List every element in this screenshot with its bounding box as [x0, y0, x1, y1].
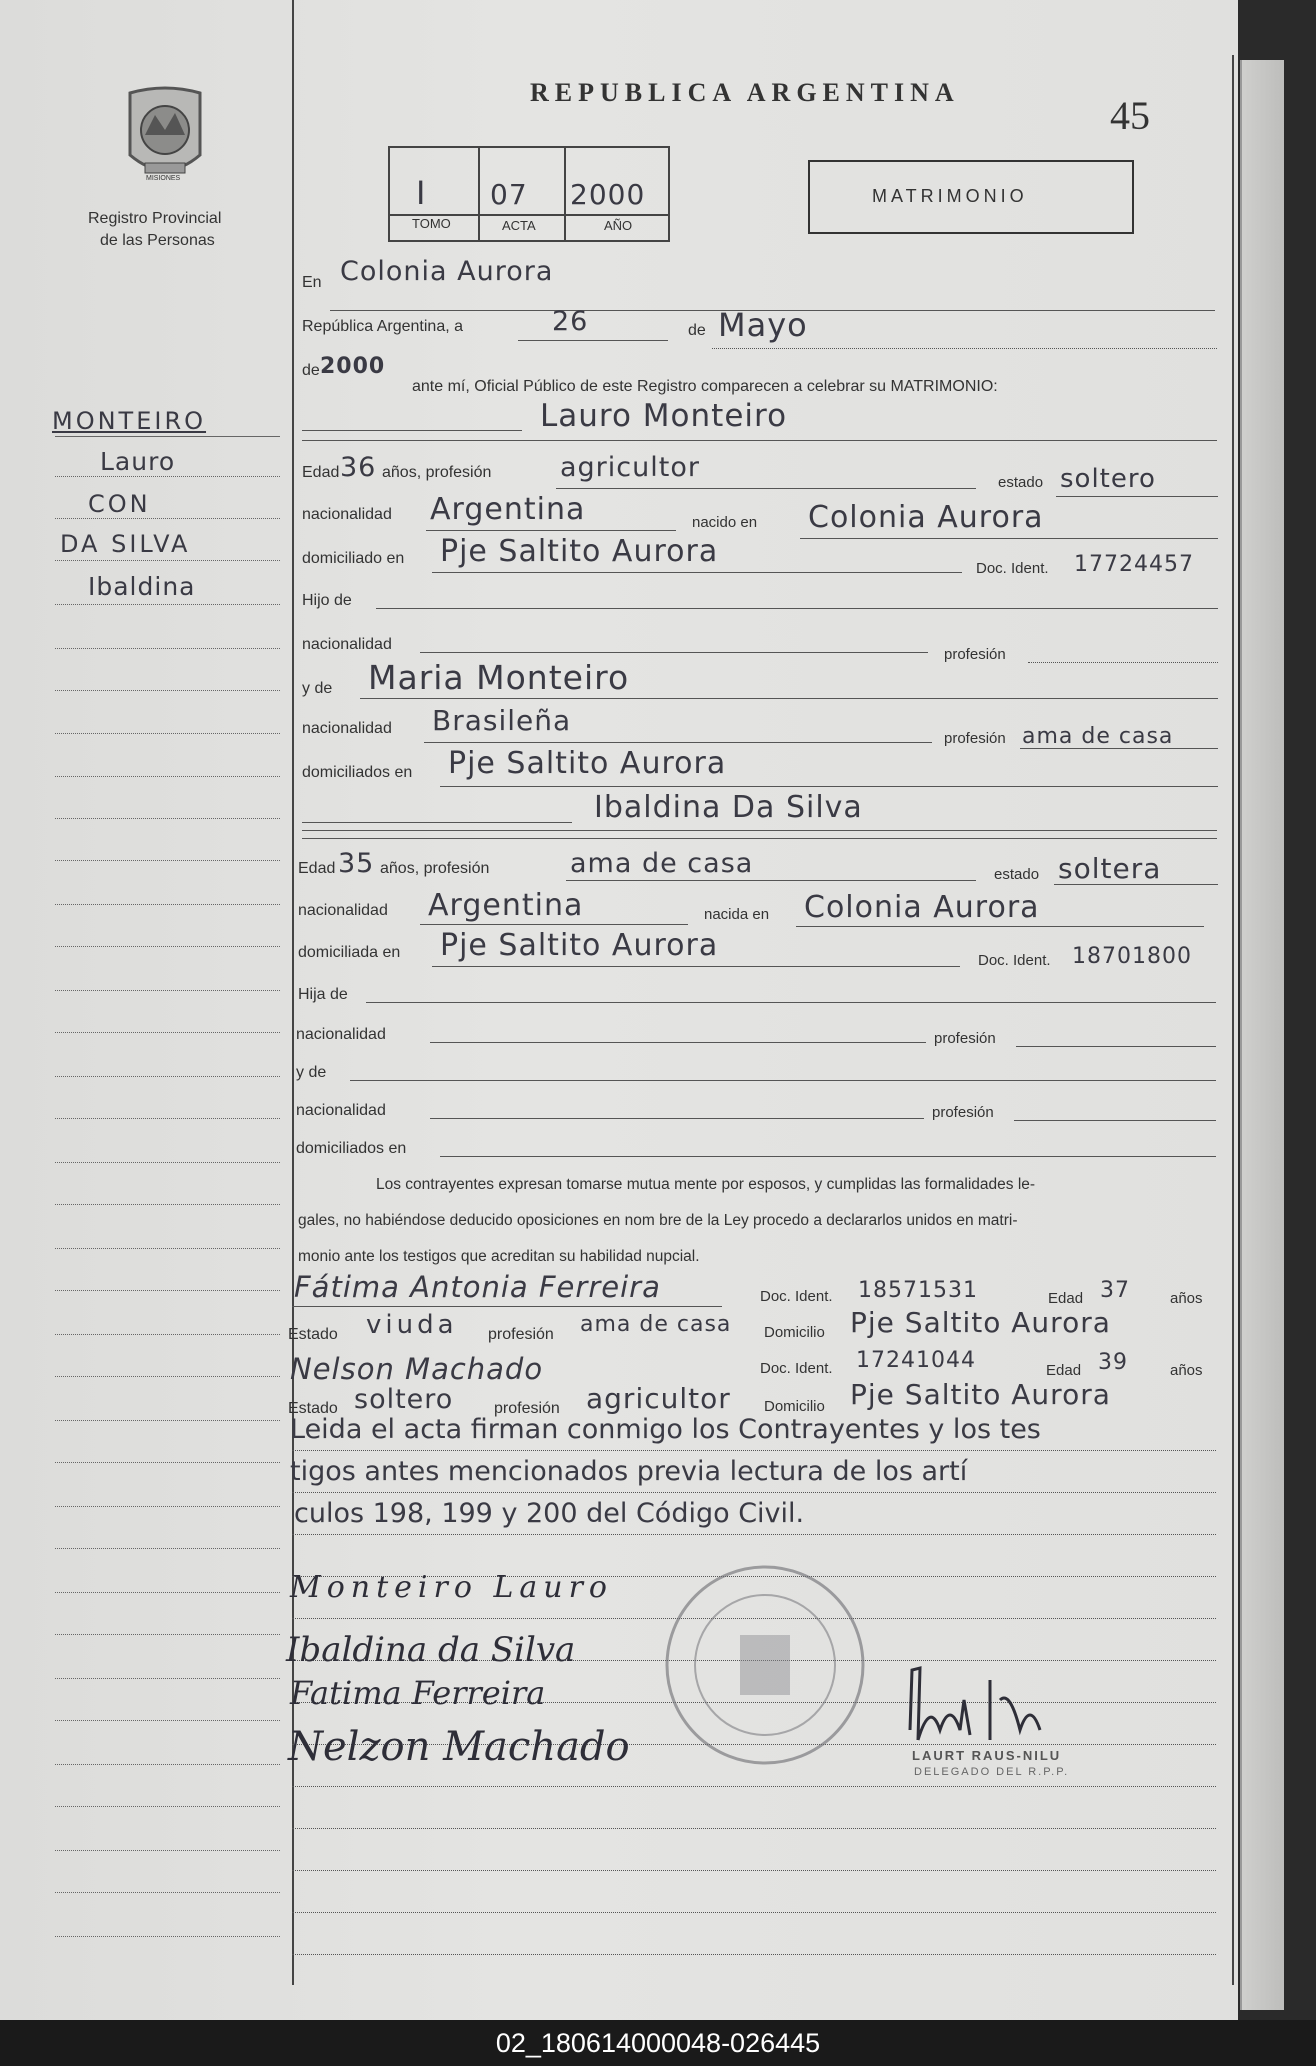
ruled-line — [292, 1534, 1216, 1535]
bride-nacida-label: nacida en — [704, 906, 770, 923]
groom-domiciliados-label: domiciliados en — [302, 764, 413, 781]
witness2-doc: 17241044 — [856, 1348, 976, 1373]
bride-anos-prof-label: años, profesión — [380, 860, 490, 877]
margin-line — [55, 1936, 280, 1937]
bride-nacionalidad3-label: nacionalidad — [296, 1102, 386, 1119]
ruled-line — [292, 1786, 1216, 1787]
bride-mother-line — [350, 1080, 1216, 1081]
bride-yde-label: y de — [296, 1064, 327, 1081]
bride-domiciliados-label: domiciliados en — [296, 1140, 407, 1157]
de-label: de — [688, 322, 706, 339]
bride-doc-label: Doc. Ident. — [978, 952, 1051, 969]
bride-name: Ibaldina Da Silva — [594, 790, 863, 825]
bride-profesion2-label: profesión — [932, 1104, 994, 1121]
margin-line — [55, 1506, 280, 1507]
margin-line — [55, 1162, 280, 1163]
groom-doc: 17724457 — [1074, 552, 1194, 577]
groom-estado-label: estado — [998, 474, 1044, 491]
scan-filename: 02_180614000048-026445 — [495, 2028, 821, 2058]
closing-line3: culos 198, 199 y 200 del Código Civil. — [294, 1498, 805, 1529]
witness2-estado-label: Estado — [288, 1400, 338, 1417]
witness1-domicilio-label: Domicilio — [764, 1324, 825, 1341]
margin-line — [55, 1462, 280, 1463]
groom-mother-nat-line — [424, 742, 932, 743]
groom-edad-label: Edad — [302, 464, 340, 481]
margin-line — [55, 1032, 280, 1033]
bride-edad-label: Edad — [298, 860, 336, 877]
witness1-profession: ama de casa — [580, 1312, 732, 1337]
witness1-doc: 18571531 — [858, 1278, 978, 1303]
groom-parents-dom-line — [440, 786, 1218, 787]
groom-mother-profession: ama de casa — [1022, 724, 1174, 749]
ano-label: AÑO — [604, 218, 633, 233]
bride-nacionalidad-label: nacionalidad — [298, 902, 388, 919]
margin-line — [55, 946, 280, 947]
tomo-label: TOMO — [412, 216, 451, 231]
groom-profession-line — [556, 488, 976, 489]
witness2-signature: Nelzon Machado — [288, 1724, 630, 1770]
witness1-doc-label: Doc. Ident. — [760, 1288, 833, 1305]
margin-line — [55, 1720, 280, 1721]
margin-name-bride: Ibaldina — [88, 572, 196, 601]
place-value: Colonia Aurora — [340, 256, 554, 287]
margin-line — [55, 560, 280, 561]
margin-line — [55, 990, 280, 991]
bride-rule-left — [302, 822, 572, 823]
ruled-line — [292, 1912, 1216, 1913]
groom-father-nat-line — [420, 652, 928, 653]
witness2-profesion-label: profesión — [494, 1400, 560, 1417]
margin-line — [55, 1076, 280, 1077]
margin-line — [55, 733, 280, 734]
bride-estado-label: estado — [994, 866, 1040, 883]
bride-nationality-line — [420, 924, 688, 925]
margin-name-groom: Lauro — [100, 447, 176, 476]
margin-line — [55, 1892, 280, 1893]
bride-born: Colonia Aurora — [804, 890, 1040, 925]
groom-signature: Monteiro Lauro — [290, 1570, 613, 1605]
groom-estado-line — [1056, 496, 1218, 497]
groom-rule-left — [302, 430, 522, 431]
doc-type: MATRIMONIO — [872, 186, 1028, 206]
bride-nacionalidad2-label: nacionalidad — [296, 1026, 386, 1043]
witness1-name: Fátima Antonia Ferreira — [294, 1270, 661, 1304]
margin-line — [55, 818, 280, 819]
margin-line — [55, 1850, 280, 1851]
groom-mother-line — [360, 698, 1218, 699]
bride-name-line — [302, 830, 1217, 831]
bride-hija-label: Hija de — [298, 986, 348, 1003]
ruled-line — [292, 1870, 1216, 1871]
groom-father-line — [376, 608, 1218, 609]
closing-line2: tigos antes mencionados previa lectura de los artí — [290, 1456, 968, 1487]
margin-line — [55, 1118, 280, 1119]
groom-born-line — [800, 538, 1218, 539]
day-line — [518, 340, 668, 341]
stamp-name: LAURT RAUS-NILU — [912, 1748, 1062, 1763]
groom-nacionalidad2-label: nacionalidad — [302, 636, 392, 653]
witness2-domicile: Pje Saltito Aurora — [850, 1378, 1111, 1411]
groom-profesion-label: profesión — [944, 646, 1006, 663]
record-box — [388, 146, 670, 242]
bride-name-line2 — [302, 838, 1217, 839]
groom-nationality-line — [426, 530, 676, 531]
bride-estado-line — [1054, 884, 1218, 885]
bride-signature: Ibaldina da Silva — [286, 1630, 576, 1670]
groom-mother-prof-line — [1020, 748, 1218, 749]
declaration-line2: gales, no habiéndose deducido oposiciones en nom bre de la Ley procedo a declararlos unidos en matri- — [298, 1212, 1018, 1229]
groom-father-prof-line — [1028, 662, 1218, 663]
groom-nacido-label: nacido en — [692, 514, 758, 531]
witness1-estado-label: Estado — [288, 1326, 338, 1343]
margin-line — [55, 1290, 280, 1291]
margin-line — [55, 1248, 280, 1249]
margin-line — [55, 604, 280, 605]
witness1-age: 37 — [1100, 1278, 1130, 1303]
ruled-line — [292, 1492, 1216, 1493]
witness1-edad-label: Edad — [1048, 1290, 1084, 1307]
ano-value: 2000 — [570, 178, 646, 211]
groom-hijo-label: Hijo de — [302, 592, 352, 609]
bride-profession-line — [566, 880, 976, 881]
groom-domicile: Pje Saltito Aurora — [440, 534, 719, 569]
bride-parents-dom-line — [440, 1156, 1216, 1157]
groom-name-line — [302, 440, 1217, 441]
witness1-anos-label: años — [1170, 1290, 1203, 1307]
bride-age: 35 — [338, 848, 375, 879]
republica-label: República Argentina, a — [302, 318, 463, 335]
doc-type-box — [808, 160, 1134, 234]
groom-domiciliado-label: domiciliado en — [302, 550, 405, 567]
official-stamp-icon — [660, 1560, 870, 1770]
ruled-line — [292, 1954, 1216, 1955]
bride-father-line — [366, 1002, 1216, 1003]
groom-nationality: Argentina — [430, 492, 586, 527]
bride-estado: soltera — [1058, 852, 1162, 885]
margin-line — [55, 1334, 280, 1335]
bride-domicile: Pje Saltito Aurora — [440, 928, 719, 963]
witness2-name: Nelson Machado — [290, 1352, 544, 1386]
margin-line — [55, 518, 280, 519]
witness2-profession: agricultor — [586, 1382, 731, 1415]
right-rule — [1232, 55, 1234, 1985]
bride-domiciliada-label: domiciliada en — [298, 944, 401, 961]
margin-con: CON — [88, 490, 151, 518]
year-value: 2000 — [320, 354, 386, 379]
month-line — [712, 348, 1217, 349]
acta-value: 07 — [490, 178, 528, 211]
bride-profesion-label: profesión — [934, 1030, 996, 1047]
witness1-domicile: Pje Saltito Aurora — [850, 1306, 1111, 1339]
groom-born: Colonia Aurora — [808, 500, 1044, 535]
declaration-line3: monio ante los testigos que acreditan su habilidad nupcial. — [298, 1248, 700, 1265]
day-value: 26 — [552, 306, 589, 337]
bride-mother-nat-line — [430, 1118, 924, 1119]
groom-nacionalidad3-label: nacionalidad — [302, 720, 392, 737]
margin-line — [55, 436, 280, 437]
groom-nacionalidad-label: nacionalidad — [302, 506, 392, 523]
margin-line — [55, 776, 280, 777]
groom-doc-label: Doc. Ident. — [976, 560, 1049, 577]
margin-line — [55, 1548, 280, 1549]
witness1-profesion-label: profesión — [488, 1326, 554, 1343]
groom-mother-nationality: Brasileña — [432, 704, 572, 737]
book-page-edge — [1240, 60, 1284, 2010]
groom-profesion2-label: profesión — [944, 730, 1006, 747]
margin-line — [55, 1806, 280, 1807]
witness2-estado: soltero — [354, 1384, 454, 1415]
margin-line — [55, 1376, 280, 1377]
bride-nationality: Argentina — [428, 888, 584, 923]
margin-line — [55, 648, 280, 649]
groom-anos-prof-label: años, profesión — [382, 464, 492, 481]
intro-text: ante mí, Oficial Público de este Registro comparecen a celebrar su MATRIMONIO: — [412, 378, 998, 395]
groom-name: Lauro Monteiro — [540, 398, 788, 434]
margin-line — [55, 904, 280, 905]
margin-line — [55, 690, 280, 691]
registry-name-line2: de las Personas — [100, 232, 215, 249]
en-label: En — [302, 274, 322, 291]
month-value: Mayo — [718, 306, 808, 344]
witness2-edad-label: Edad — [1046, 1362, 1082, 1379]
margin-surname-bride: DA SILVA — [60, 530, 191, 558]
witness1-signature: Fatima Ferreira — [290, 1674, 546, 1712]
margin-line — [55, 1634, 280, 1635]
witness2-doc-label: Doc. Ident. — [760, 1360, 833, 1377]
registry-name-line1: Registro Provincial — [88, 210, 222, 227]
bride-father-nat-line — [430, 1042, 926, 1043]
bride-father-prof-line — [1016, 1046, 1216, 1047]
closing-line1: Leida el acta firman conmigo los Contrayentes y los tes — [290, 1414, 1041, 1445]
de2-label: de — [302, 362, 320, 379]
groom-parents-domicile: Pje Saltito Aurora — [448, 746, 727, 781]
groom-mother: Maria Monteiro — [368, 658, 630, 697]
groom-domicile-line — [432, 572, 962, 573]
margin-line — [55, 476, 280, 477]
acta-label: ACTA — [502, 218, 536, 233]
bride-domicile-line — [432, 966, 960, 967]
witness2-age: 39 — [1098, 1350, 1128, 1375]
groom-estado: soltero — [1060, 464, 1156, 494]
margin-line — [55, 860, 280, 861]
margin-line — [55, 1420, 280, 1421]
margin-line — [55, 1678, 280, 1679]
groom-profession: agricultor — [560, 452, 700, 483]
groom-age: 36 — [340, 452, 377, 483]
bride-mother-prof-line — [1014, 1120, 1216, 1121]
bride-doc: 18701800 — [1072, 944, 1192, 969]
bride-born-line — [796, 926, 1204, 927]
ruled-line — [292, 1828, 1216, 1829]
seal-caption: MISIONES — [146, 175, 181, 182]
declaration-line1: Los contrayentes expresan tomarse mutua mente por esposos, y cumplidas las formalidades le- — [376, 1176, 1036, 1193]
ruled-line — [292, 1450, 1216, 1451]
stamp-title: DELEGADO DEL R.P.P. — [914, 1766, 1070, 1778]
margin-surname-groom: MONTEIRO — [52, 407, 207, 435]
witness2-domicilio-label: Domicilio — [764, 1398, 825, 1415]
witness1-estado: viuda — [366, 1310, 458, 1340]
witness1-name-line — [292, 1306, 722, 1307]
country-title: REPUBLICA ARGENTINA — [530, 78, 960, 107]
margin-line — [55, 1764, 280, 1765]
margin-line — [55, 1592, 280, 1593]
witness2-anos-label: años — [1170, 1362, 1203, 1379]
margin-line — [55, 1204, 280, 1205]
bride-profession: ama de casa — [570, 848, 754, 879]
page-number: 45 — [1110, 93, 1150, 138]
groom-yde-label: y de — [302, 680, 333, 697]
tomo-value: I — [416, 174, 427, 212]
